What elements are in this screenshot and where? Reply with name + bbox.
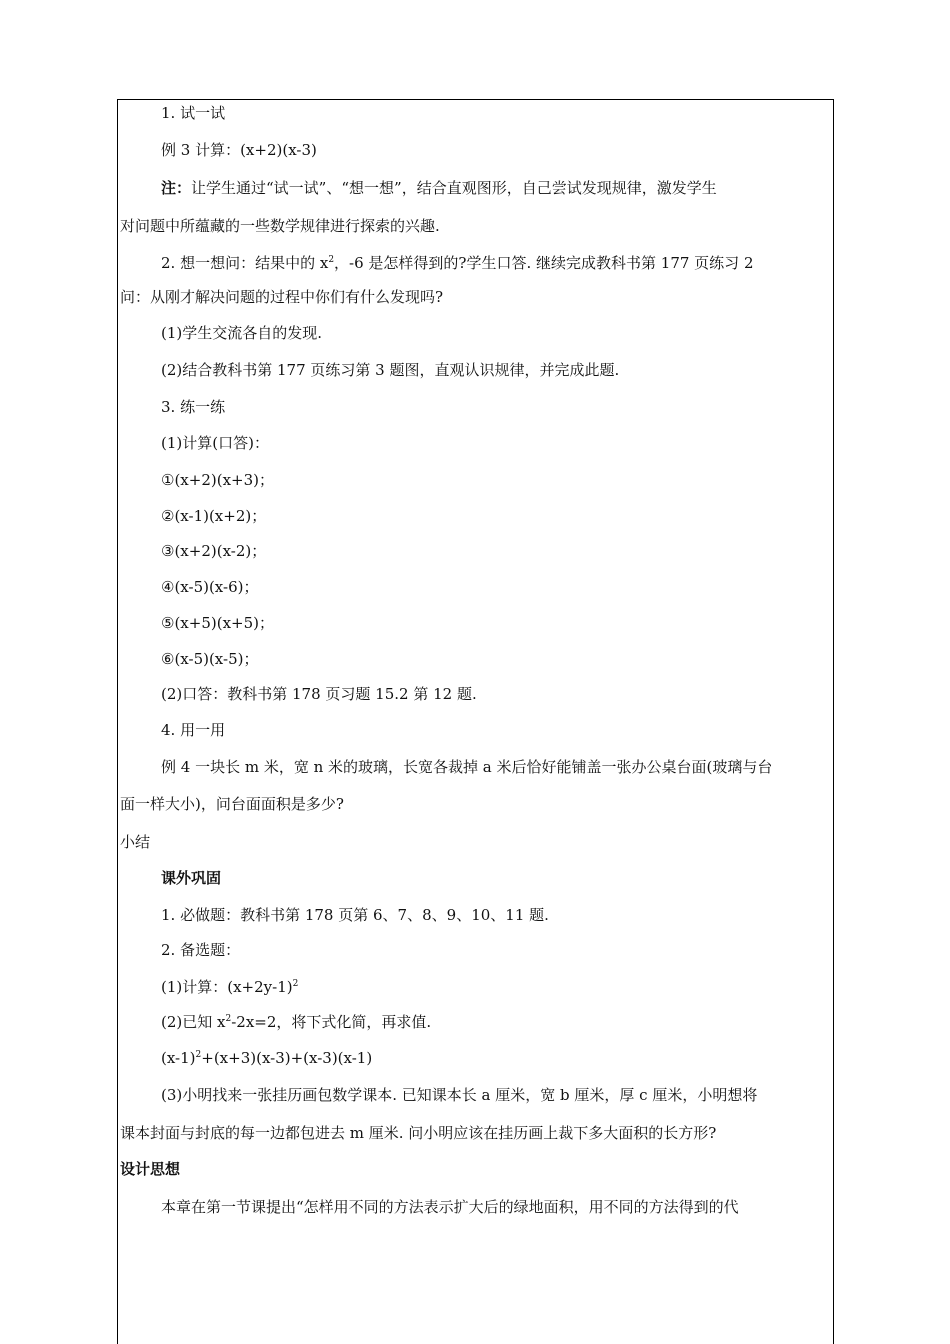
think-item-2: (2)结合教科书第 177 页练习第 3 题图，直观认识规律，并完成此题. bbox=[161, 361, 620, 379]
homework-heading: 课外巩固 bbox=[161, 869, 222, 887]
example-4-continuation: 面一样大小)，问台面面积是多少? bbox=[120, 795, 344, 813]
note-label: 注： bbox=[161, 179, 192, 197]
note-line bbox=[118, 178, 717, 198]
summary-heading: 小结 bbox=[120, 833, 151, 851]
practice-item-2: (2)口答：教科书第 178 页习题 15.2 第 12 题. bbox=[161, 685, 477, 703]
design-idea-text: 本章在第一节课提出“怎样用不同的方法表示扩大后的绿地面积，用不同的方法得到的代 bbox=[161, 1198, 739, 1216]
section-practice-heading: 3. 练一练 bbox=[161, 398, 226, 416]
practice-exercise-1: ①(x+2)(x+3)； bbox=[161, 471, 274, 489]
practice-exercise-6: ⑥(x-5)(x-5)； bbox=[161, 650, 259, 668]
lesson-table-cell bbox=[117, 99, 834, 1344]
optional-item-1: (1)计算：$(x+2y-1)^2$ bbox=[161, 978, 299, 996]
note-continuation: 对问题中所蕴藏的一些数学规律进行探索的兴趣. bbox=[120, 217, 440, 235]
practice-exercise-2: ②(x-1)(x+2)； bbox=[161, 507, 267, 525]
section-use-heading: 4. 用一用 bbox=[161, 721, 226, 739]
note-text: 让学生通过“试一试”、“想一想”，结合直观图形，自己尝试发现规律，激发学生 bbox=[191, 179, 717, 197]
section-think-line: 2. 想一想问：结果中的 $x^2$，-6 是怎样得到的?学生口答. 继续完成教科书第 177 页练习 2 bbox=[161, 254, 754, 272]
homework-optional-heading: 2. 备选题： bbox=[161, 941, 241, 959]
think-question: 问：从刚才解决问题的过程中你们有什么发现吗? bbox=[120, 288, 444, 306]
optional-item-3: (3)小明找来一张挂历画包数学课本. 已知课本长 a 厘米，宽 b 厘米，厚 c 厘米，小明想将 bbox=[161, 1086, 758, 1104]
practice-exercise-4: ④(x-5)(x-6)； bbox=[161, 578, 259, 596]
optional-item-2-expression: $(x-1)^2+(x+3)(x-3)+(x-3)(x-1)$ bbox=[161, 1049, 373, 1067]
optional-item-2: (2)已知 $x^2-2x=2$，将下式化简，再求值. bbox=[161, 1013, 432, 1031]
optional-item-3-continuation: 课本封面与封底的每一边都包进去 m 厘米. 问小明应该在挂历画上裁下多大面积的长方形? bbox=[120, 1124, 717, 1142]
design-idea-heading: 设计思想 bbox=[120, 1160, 181, 1178]
section-try-heading: 1. 试一试 bbox=[161, 104, 226, 122]
homework-required: 1. 必做题：教科书第 178 页第 6、7、8、9、10、11 题. bbox=[161, 906, 549, 924]
example-3: 例 3 计算：(x+2)(x-3) bbox=[161, 141, 317, 159]
practice-item-1: (1)计算(口答)： bbox=[161, 434, 269, 452]
example-4: 例 4 一块长 m 米，宽 n 米的玻璃，长宽各裁掉 a 米后恰好能铺盖一张办公桌台面(玻璃与台 bbox=[161, 758, 773, 776]
think-item-1: (1)学生交流各自的发现. bbox=[161, 324, 323, 342]
practice-exercise-3: ③(x+2)(x-2)； bbox=[161, 542, 267, 560]
practice-exercise-5: ⑤(x+5)(x+5)； bbox=[161, 614, 274, 632]
